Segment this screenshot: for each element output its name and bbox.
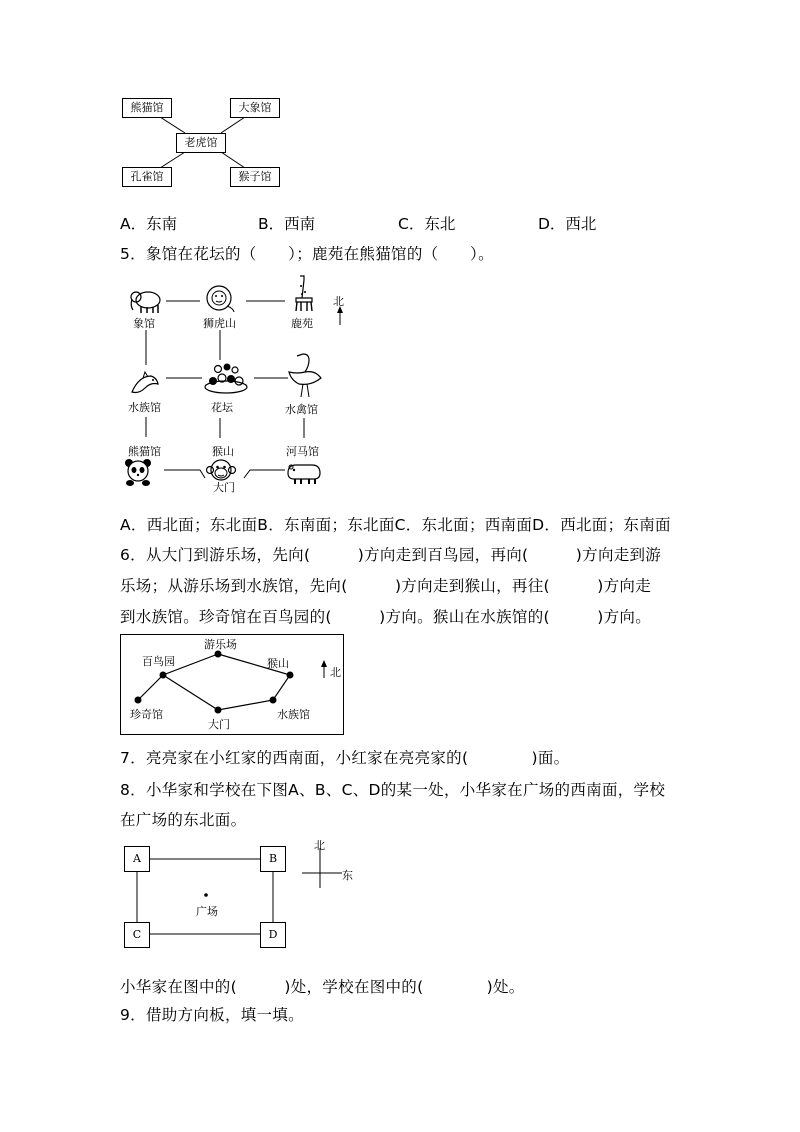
q4-box-tiger: 老虎馆: [176, 133, 226, 153]
q8-box-b: B: [260, 846, 286, 872]
label-deer: 鹿苑: [291, 317, 313, 330]
q8-east-label: 东: [342, 869, 353, 882]
label-flower: 花坛: [211, 401, 233, 414]
q6-label-rare: 珍奇馆: [130, 708, 163, 721]
q6-label-monkey: 猴山: [267, 657, 289, 670]
q8-label-square: 广场: [196, 905, 218, 918]
q4-option-b: B．西南: [258, 215, 316, 233]
label-panda: 熊猫馆: [128, 445, 161, 458]
q4-box-monkey: 猴子馆: [230, 167, 280, 187]
q4-option-d: D．西北: [538, 215, 597, 233]
q6-label-amusement: 游乐场: [204, 638, 237, 651]
q8-answer-line: 小华家在图中的( )处，学校在图中的( )处。: [120, 978, 525, 996]
label-hippo: 河马馆: [286, 445, 319, 458]
label-elephant: 象馆: [133, 317, 155, 330]
q6-label-gate: 大门: [208, 718, 230, 731]
q7-question-text: 7．亮亮家在小红家的西南面，小红家在亮亮家的( )面。: [120, 749, 570, 767]
label-monkey-hill: 猴山: [212, 445, 234, 458]
q8-box-a: A: [124, 846, 150, 872]
label-aquarium: 水族馆: [128, 401, 161, 414]
q8-box-c: C: [124, 922, 150, 948]
q4-box-elephant: 大象馆: [230, 98, 280, 118]
q5-north-label: 北: [333, 295, 344, 308]
q6-text-line-1: 6．从大门到游乐场，先向( )方向走到百鸟园，再向( )方向走到游: [120, 546, 662, 564]
q4-box-panda: 熊猫馆: [122, 98, 172, 118]
q8-text-line-1: 8．小华家和学校在下图A、B、C、D的某一处，小华家在广场的西南面，学校: [120, 781, 666, 799]
label-waterbird: 水禽馆: [285, 403, 318, 416]
q6-text-line-2: 乐场；从游乐场到水族馆，先向( )方向走到猴山，再往( )方向走: [120, 577, 651, 595]
q6-label-aquarium: 水族馆: [277, 708, 310, 721]
q6-north-label: 北: [330, 666, 341, 679]
q8-box-d: D: [260, 922, 286, 948]
label-gate: 大门: [213, 481, 235, 494]
q8-text-line-2: 在广场的东北面。: [120, 811, 247, 829]
q4-box-peacock: 孔雀馆: [122, 167, 172, 187]
q9-question-text: 9．借助方向板，填一填。: [120, 1006, 304, 1024]
label-lion: 狮虎山: [203, 317, 236, 330]
q4-option-c: C．东北: [398, 215, 456, 233]
q4-option-a: A．东南: [120, 215, 178, 233]
q6-text-line-3: 到水族馆。珍奇馆在百鸟园的( )方向。猴山在水族馆的( )方向。: [120, 608, 651, 626]
q5-options: A．西北面；东北面B．东南面；东北面C．东北面；西南面D．西北面；东南面: [120, 516, 671, 534]
q5-question-text: 5．象馆在花坛的（ ）；鹿苑在熊猫馆的（ ）。: [120, 245, 494, 263]
q6-label-birdpark: 百鸟园: [142, 655, 175, 668]
q8-north-label: 北: [314, 839, 325, 852]
